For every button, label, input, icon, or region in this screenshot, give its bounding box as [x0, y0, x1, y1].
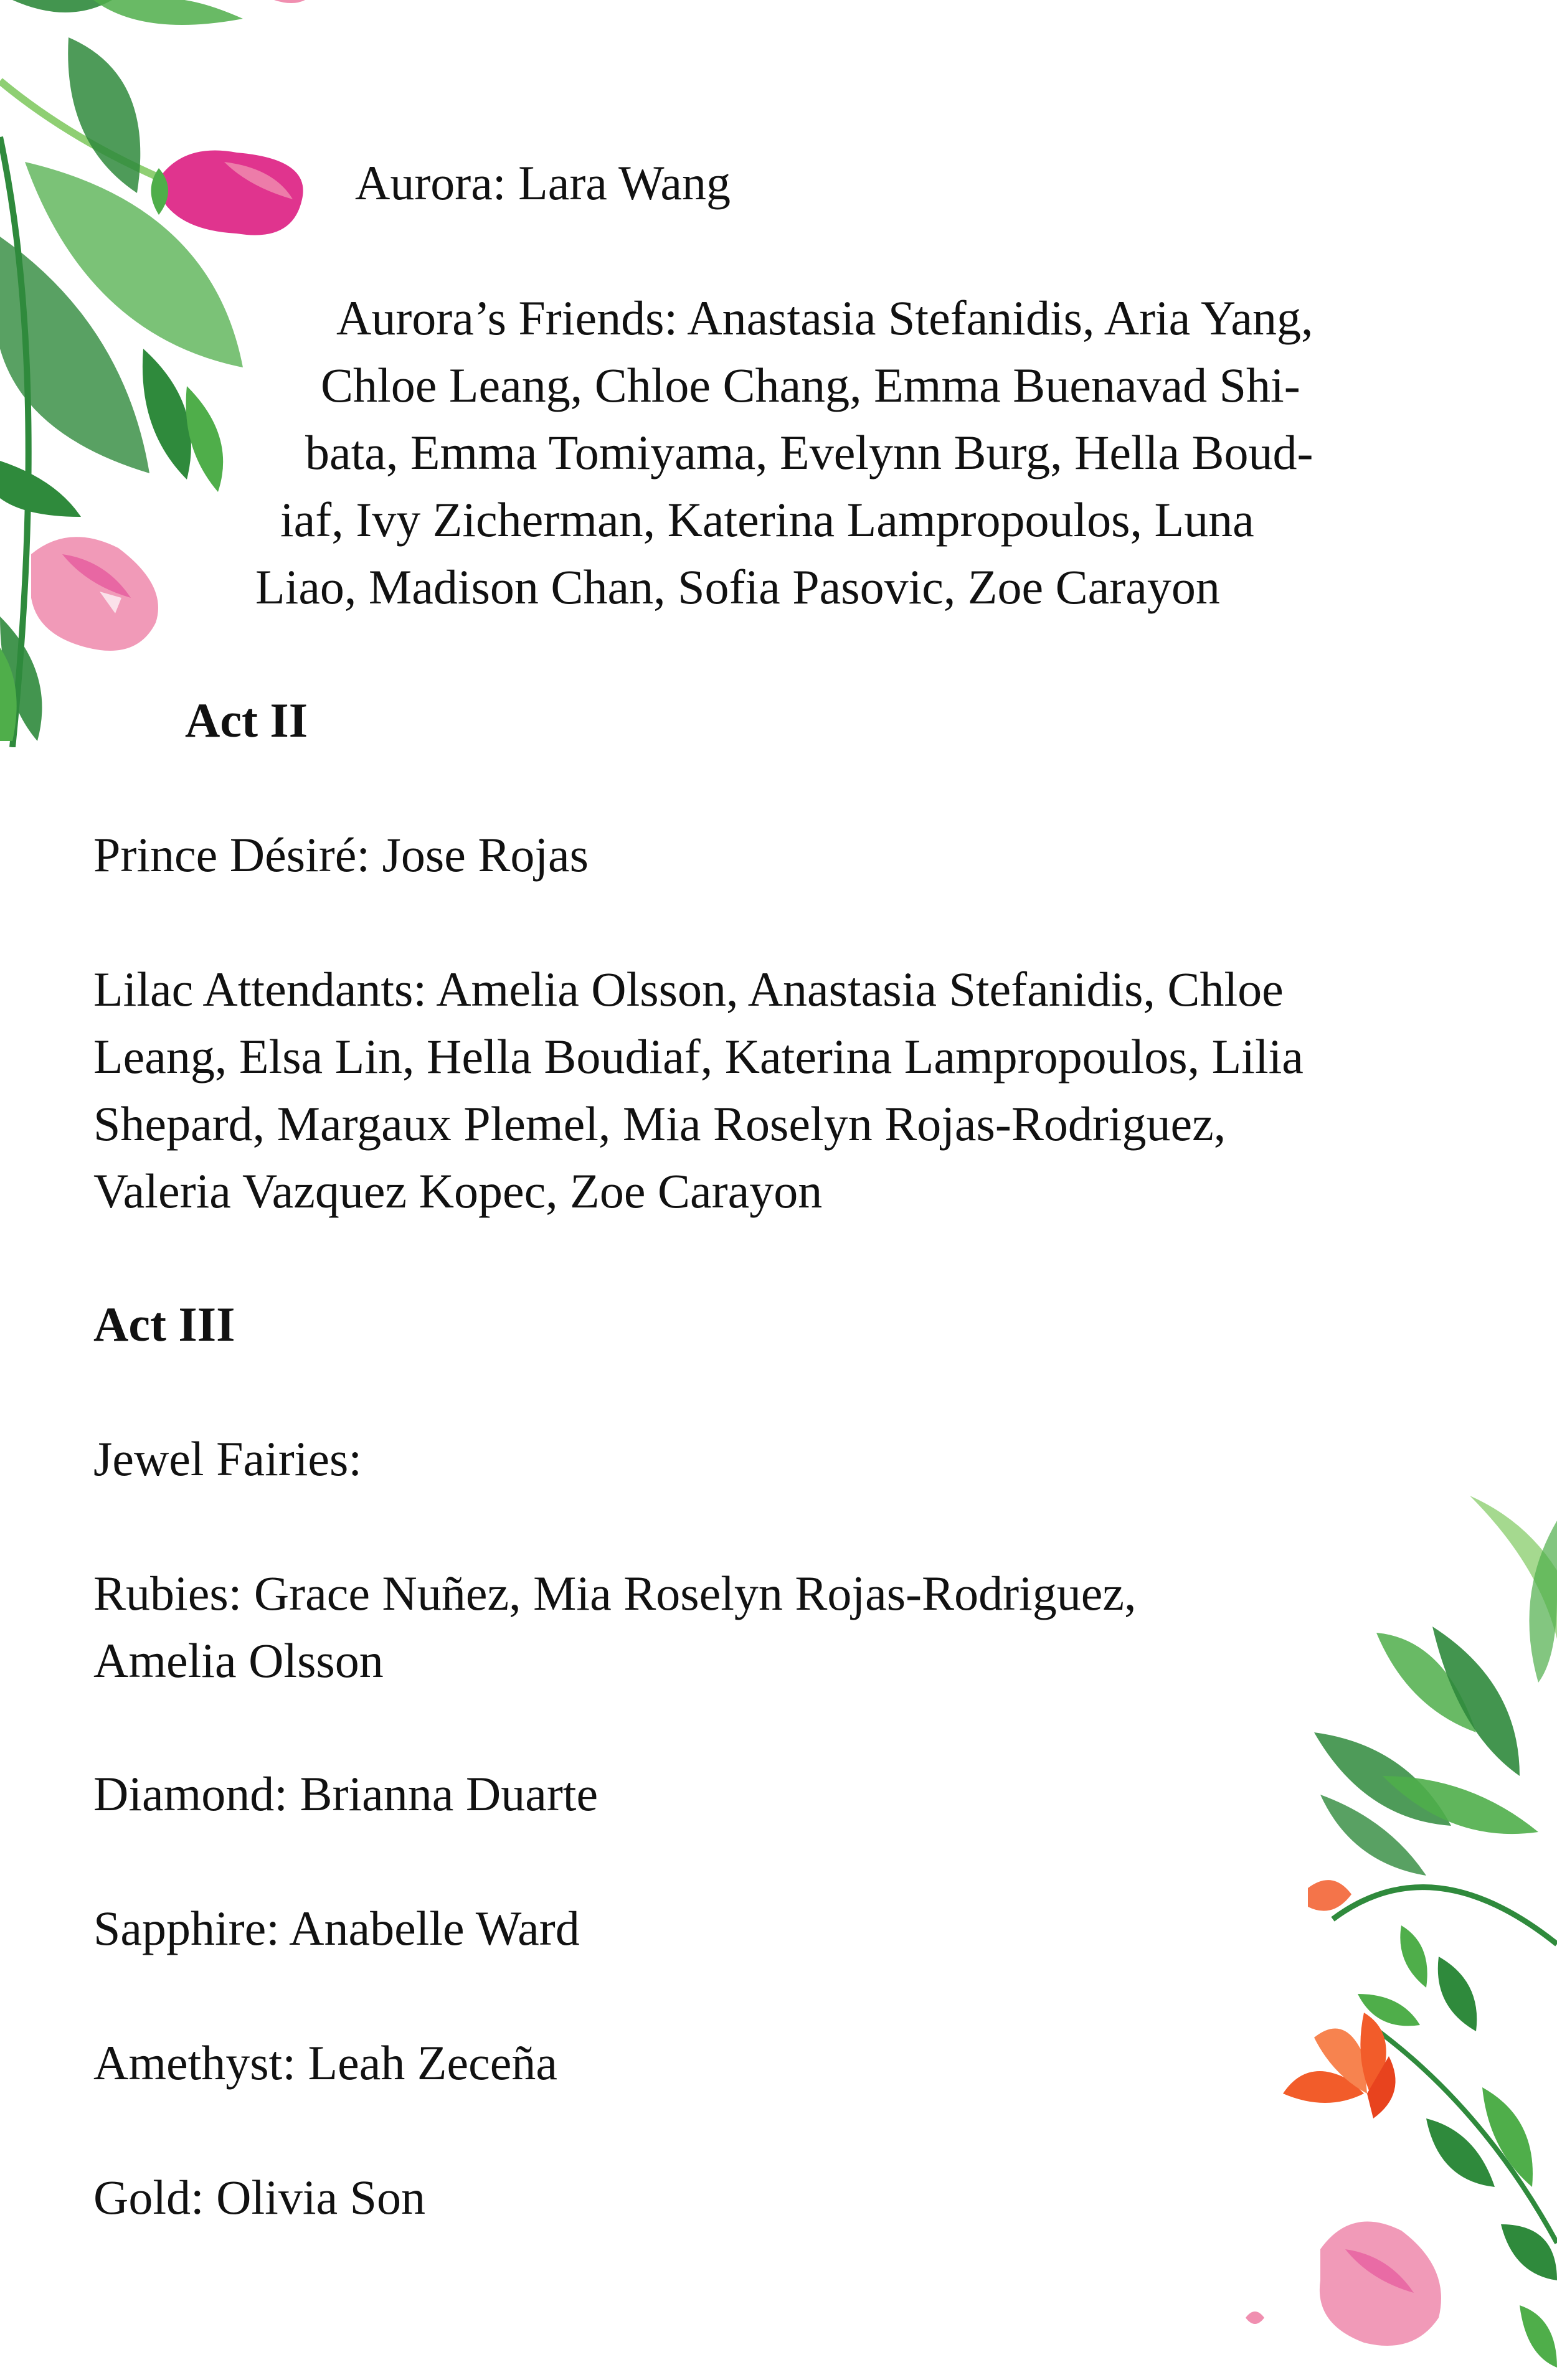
- gold-line: Gold: Olivia Son: [93, 2170, 426, 2224]
- aurora-friends-line: iaf, Ivy Zicherman, Katerina Lampropoulos, Luna: [280, 493, 1254, 547]
- lilac-attendants-line: Valeria Vazquez Kopec, Zoe Carayon: [93, 1164, 823, 1218]
- jewel-fairies-line: Jewel Fairies:: [93, 1432, 362, 1486]
- prince-line: Prince Désiré: Jose Rojas: [93, 828, 589, 882]
- sapphire-line: Sapphire: Anabelle Ward: [93, 1901, 580, 1955]
- aurora-friends-line: Liao, Madison Chan, Sofia Pasovic, Zoe Carayon: [255, 560, 1220, 614]
- act-three-heading: Act III: [93, 1297, 235, 1351]
- aurora-friends-line: bata, Emma Tomiyama, Evelynn Burg, Hella Boud-: [305, 425, 1313, 479]
- floral-decoration-bottom-right-icon: [1246, 1496, 1557, 2380]
- lilac-attendants-line: Leang, Elsa Lin, Hella Boudiaf, Katerina Lampropoulos, Lilia: [93, 1029, 1304, 1084]
- rubies-line: Rubies: Grace Nuñez, Mia Roselyn Rojas-Rodriguez,: [93, 1566, 1137, 1620]
- aurora-line: Aurora: Lara Wang: [355, 156, 731, 210]
- diamond-line: Diamond: Brianna Duarte: [93, 1767, 599, 1821]
- lilac-attendants-line: Lilac Attendants: Amelia Olsson, Anastasia Stefanidis, Chloe: [93, 962, 1284, 1016]
- aurora-friends-line: Aurora’s Friends: Anastasia Stefanidis, Aria Yang,: [336, 291, 1313, 345]
- floral-decoration-top-left-icon: [0, 0, 324, 747]
- act-two-heading: Act II: [185, 693, 308, 747]
- aurora-friends-line: Chloe Leang, Chloe Chang, Emma Buenavad Shi-: [321, 358, 1300, 412]
- lilac-attendants-line: Shepard, Margaux Plemel, Mia Roselyn Rojas-Rodriguez,: [93, 1097, 1226, 1151]
- amethyst-line: Amethyst: Leah Zeceña: [93, 2036, 557, 2090]
- rubies-line: Amelia Olsson: [93, 1633, 384, 1688]
